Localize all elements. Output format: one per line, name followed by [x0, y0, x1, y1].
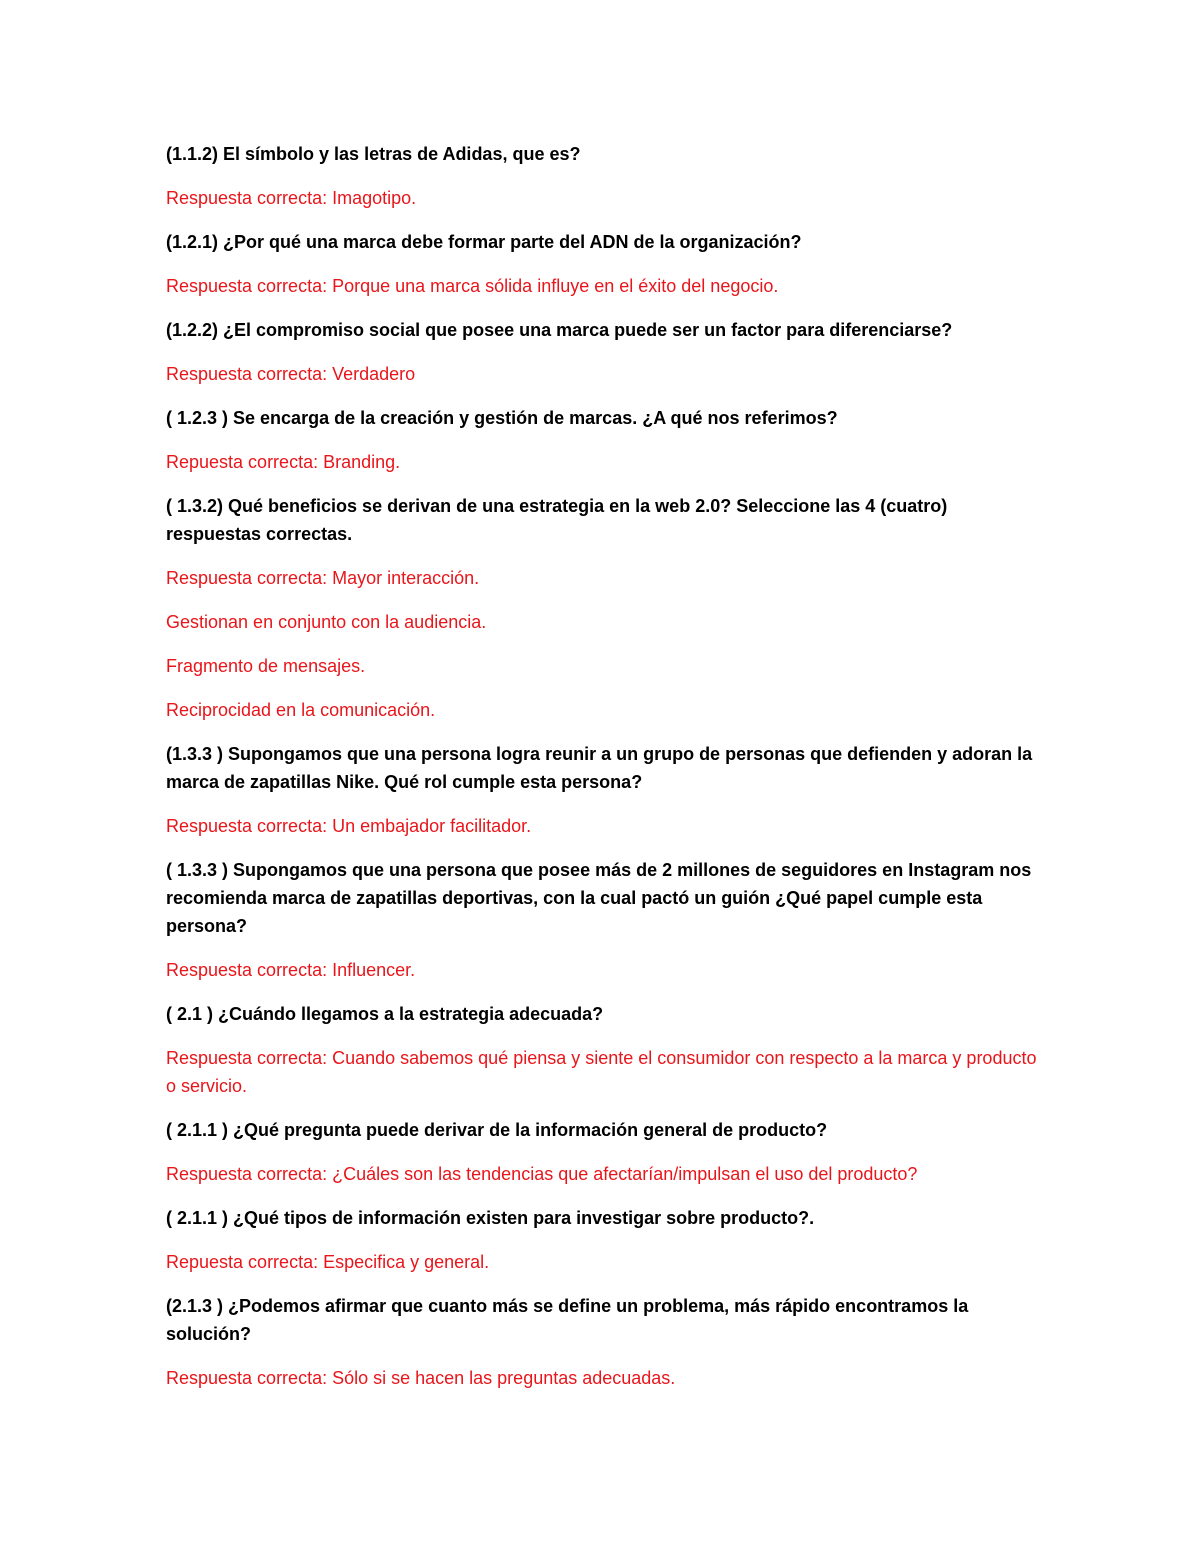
answer-1-3-3-a: Respuesta correcta: Un embajador facilitador. — [166, 816, 532, 836]
answer-1-3-2-item-4: Reciprocidad en la comunicación. — [166, 700, 436, 720]
question-1-2-3: ( 1.2.3 ) Se encarga de la creación y gestión de marcas. ¿A qué nos referimos? — [166, 408, 838, 428]
question-2-1: ( 2.1 ) ¿Cuándo llegamos a la estrategia adecuada? — [166, 1004, 604, 1024]
question-1-2-1: (1.2.1) ¿Por qué una marca debe formar parte del ADN de la organización? — [166, 232, 802, 252]
question-2-1-3: (2.1.3 ) ¿Podemos afirmar que cuanto más se define un problema, más rápido encontramos la solución? — [166, 1296, 969, 1344]
question-1-3-3-a: (1.3.3 ) Supongamos que una persona logra reunir a un grupo de personas que defienden y adoran la marca de zapatillas Nike. Qué rol cumple esta persona? — [166, 744, 1033, 792]
answer-1-2-2: Respuesta correcta: Verdadero — [166, 364, 416, 384]
answer-2-1-3: Respuesta correcta: Sólo si se hacen las preguntas adecuadas. — [166, 1368, 676, 1388]
question-1-3-3-b: ( 1.3.3 ) Supongamos que una persona que posee más de 2 millones de seguidores en Instagram nos recomienda marca de zapatillas deportivas, con la cual pactó un guión ¿Qué papel cumple esta persona? — [166, 860, 1032, 936]
question-2-1-1-b: ( 2.1.1 ) ¿Qué tipos de información existen para investigar sobre producto?. — [166, 1208, 815, 1228]
document-page — [166, 140, 1046, 1408]
answer-1-2-3: Repuesta correcta: Branding. — [166, 452, 401, 472]
answer-1-3-3-b: Respuesta correcta: Influencer. — [166, 960, 416, 980]
question-1-2-2: (1.2.2) ¿El compromiso social que posee una marca puede ser un factor para diferenciarse? — [166, 320, 953, 340]
answer-1-3-2-item-3: Fragmento de mensajes. — [166, 656, 366, 676]
question-2-1-1-a: ( 2.1.1 ) ¿Qué pregunta puede derivar de la información general de producto? — [166, 1120, 828, 1140]
question-1-1-2: (1.1.2) El símbolo y las letras de Adidas, que es? — [166, 144, 581, 164]
answer-1-2-1: Respuesta correcta: Porque una marca sólida influye en el éxito del negocio. — [166, 276, 779, 296]
answer-2-1: Respuesta correcta: Cuando sabemos qué piensa y siente el consumidor con respecto a la marca y producto o servicio. — [166, 1048, 1037, 1096]
answer-1-3-2-item-2: Gestionan en conjunto con la audiencia. — [166, 612, 487, 632]
answer-1-1-2: Respuesta correcta: Imagotipo. — [166, 188, 417, 208]
question-1-3-2: ( 1.3.2) Qué beneficios se derivan de una estrategia en la web 2.0? Seleccione las 4 (cuatro) respuestas correctas. — [166, 496, 948, 544]
answer-1-3-2-item-1: Respuesta correcta: Mayor interacción. — [166, 568, 480, 588]
answer-2-1-1-b: Repuesta correcta: Especifica y general. — [166, 1252, 490, 1272]
answer-2-1-1-a: Respuesta correcta: ¿Cuáles son las tendencias que afectarían/impulsan el uso del producto? — [166, 1164, 918, 1184]
